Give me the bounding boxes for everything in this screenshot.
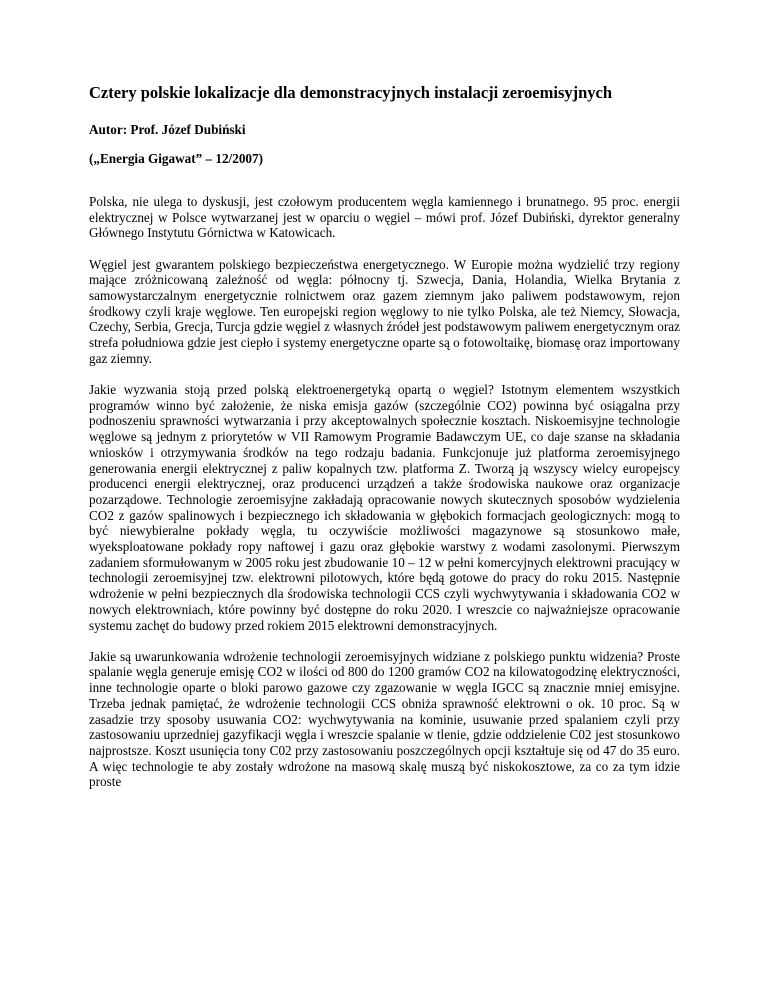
paragraph: Jakie wyzwania stoją przed polską elektroenergetyką opartą o węgiel? Istotnym elementem wszystkich programów winno być założenie, że niska emisja gazów (szczególnie CO2) powinna być osiągalna przy podnoszeniu sprawności wytwarzania i przy akceptowalnych społecznie kosztach. Niskoemisyjne technologie węglowe są jednym z priorytetów w VII Ramowym Programie Badawczym UE, co daje szanse na składania wniosków i otrzymywania środków na tego rodzaju badania. Funkcjonuje już platforma zeroemisyjnego generowania energii elektrycznej z paliw kopalnych tzw. platforma Z. Tworzą ją wszyscy wielcy europejscy producenci energii elektrycznej, oraz producenci urządzeń a także środowiska naukowe oraz organizacje pozarządowe. Technologie zeroemisyjne zakładają opracowanie nowych skutecznych sposobów wydzielenia CO2 z gazów spalinowych i bezpiecznego ich składowania w głębokich formacjach geologicznych: mogą to być niewybieralne pokłady węgla, tu oczywiście możliwości magazynowe są stosunkowo małe, wyeksploatowane pokłady ropy naftowej i gazu oraz głębokie warstwy z wodami zasolonymi. Pierwszym zadaniem sformułowanym w 2005 roku jest zbudowanie 10 – 12 w pełni komercyjnych elektrowni pracujący w technologii zeroemisyjnej tzw. elektrowni pilotowych, które będą gotowe do pracy do roku 2015. Następnie wdrożenie w pełni bezpiecznych dla środowiska technologii CCS czyli wychwytywania i składowania CO2 w nowych elektrowniach, które powinny być dostępne do roku 2020. I wreszcie co najważniejsze opracowanie systemu zachęt do budowy przed rokiem 2015 elektrowni demonstracyjnych. (89, 382, 680, 633)
author-line: Autor: Prof. Józef Dubiński (89, 122, 246, 137)
paragraph: Jakie są uwarunkowania wdrożenie technologii zeroemisyjnych widziane z polskiego punktu widzenia? Proste spalanie węgla generuje emisję CO2 w ilości od 800 do 1200 gramów CO2 na kilowatogodzinę elektryczności, inne technologie oparte o bloki parowo gazowe czy zgazowanie w węgla IGCC są znacznie mniej emisyjne. Trzeba jednak pamiętać, że wdrożenie technologii CCS obniża sprawność elektrowni o ok. 10 proc. Są w zasadzie trzy sposoby usuwania CO2: wychwytywania na kominie, usuwanie przed spalaniem czyli przy zastosowaniu uprzedniej gazyfikacji węgla i wreszcie spalanie w tlenie, gdzie oddzielenie C02 jest stosunkowo najprostsze. Koszt usunięcia tony C02 przy zastosowaniu poszczególnych opcji kształtuje się od 47 do 35 euro. A więc technologie te aby zostały wdrożone na masową skalę muszą być niskokosztowe, za co za tym idzie proste (89, 648, 680, 790)
document-title: Cztery polskie lokalizacje dla demonstracyjnych instalacji zeroemisyjnych (89, 83, 613, 102)
paragraph: Polska, nie ulega to dyskusji, jest czołowym producentem węgla kamiennego i brunatnego. 95 proc. energii elektrycznej w Polsce wytwarzanej jest w oparciu o węgiel – mówi prof. Józef Dubiński, dyrektor generalny Głównego Instytutu Górnictwa w Katowicach. (89, 194, 680, 241)
source-line: („Energia Gigawat” – 12/2007) (89, 151, 263, 166)
paragraph: Węgiel jest gwarantem polskiego bezpieczeństwa energetycznego. W Europie można wydzielić trzy regiony mające zróżnicowaną zależność od węgla: północny tj. Szwecja, Dania, Holandia, Wielka Brytania z samowystarczalnym energetycznie rolnictwem oraz gazem ziemnym jako paliwem podstawowym, rejon środkowy czyli kraje węglowe. Ten europejski region węglowy to nie tylko Polska, ale też Niemcy, Słowacja, Czechy, Serbia, Grecja, Turcja gdzie węgiel z własnych źródeł jest podstawowym paliwem energetycznym oraz strefa południowa gdzie jest ciepło i systemy energetyczne oparte są o fotowoltaikę, biomasę oraz importowany gaz ziemny. (89, 256, 680, 366)
